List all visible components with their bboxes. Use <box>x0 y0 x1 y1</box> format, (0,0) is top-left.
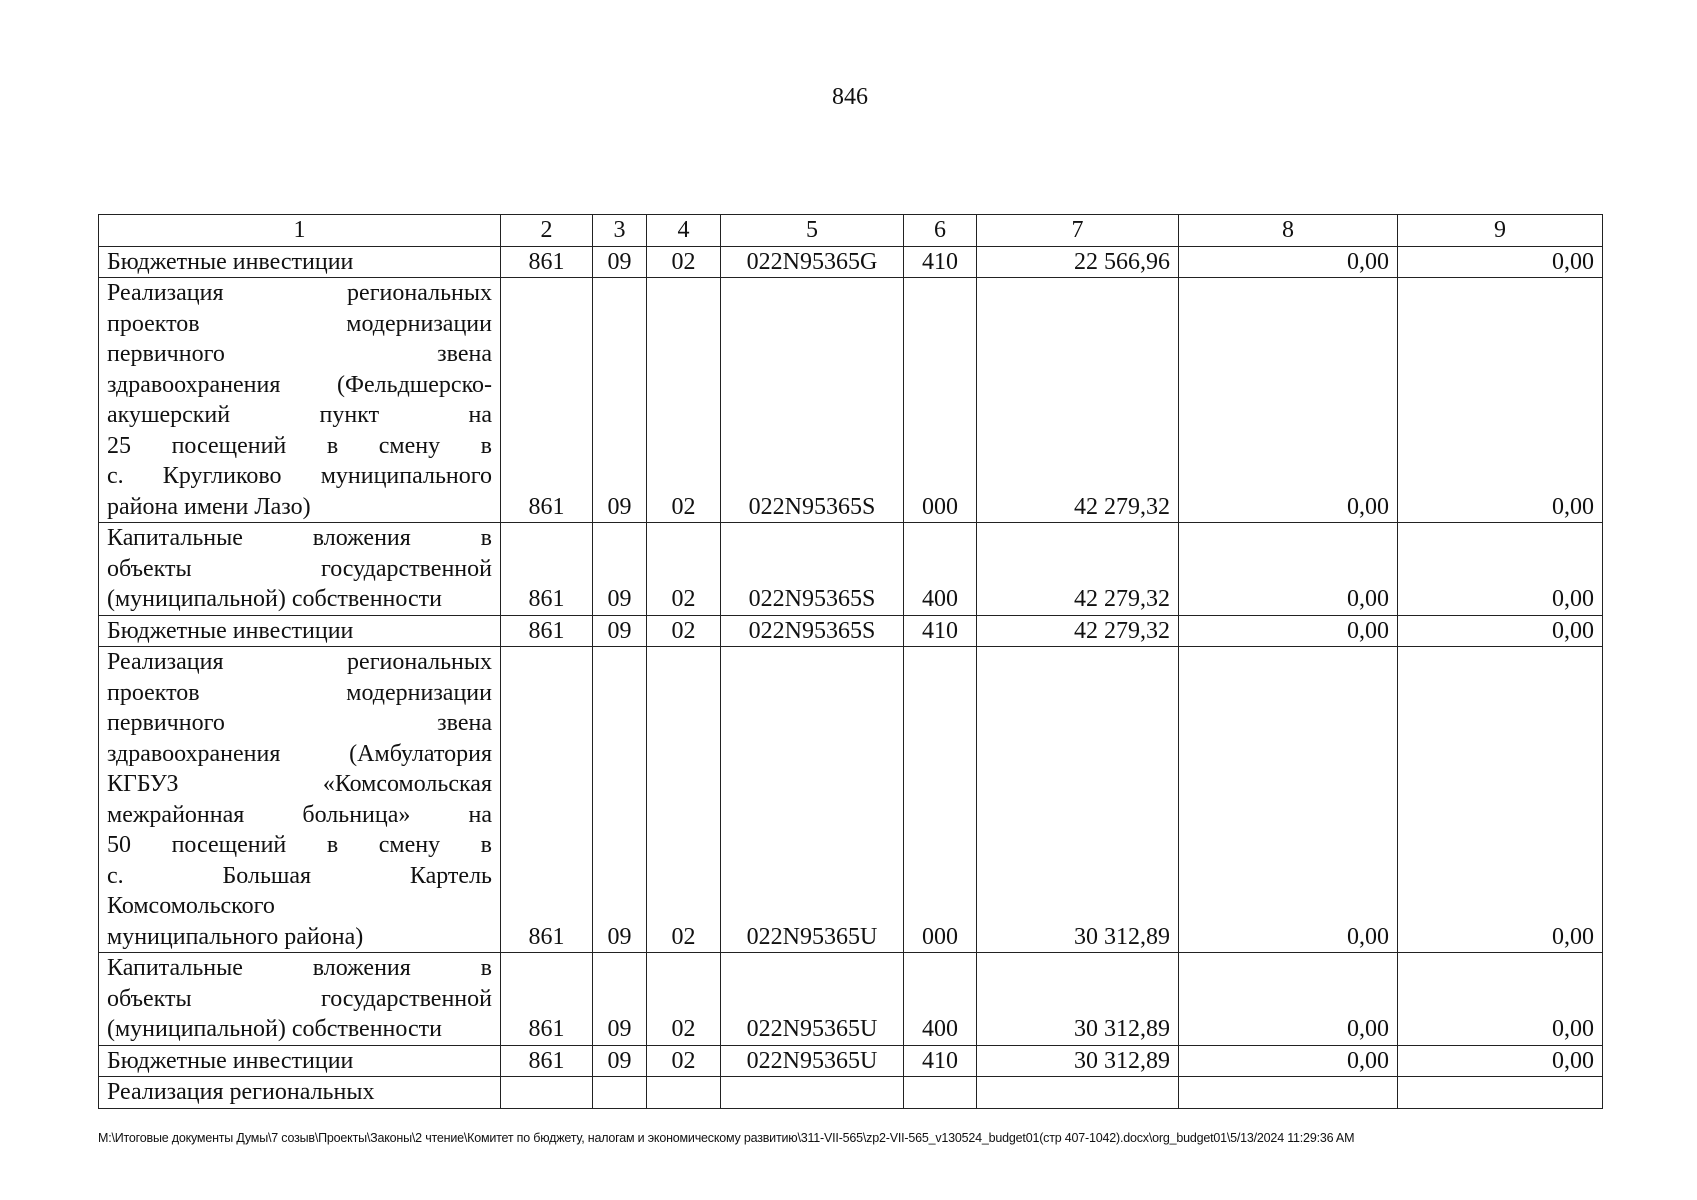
description-line: 25 посещений в смену в <box>107 432 492 459</box>
header-cell: 5 <box>721 215 904 247</box>
table-row <box>99 246 1603 278</box>
header-cell: 3 <box>593 215 647 247</box>
description-line: Бюджетные инвестиции <box>107 1047 354 1074</box>
table-row <box>99 523 1603 616</box>
subsection-code-cell: 02 <box>647 278 721 523</box>
amount-year-1-cell: 42 279,32 <box>977 278 1179 523</box>
table-row <box>99 615 1603 647</box>
description-line: объекты государственной <box>107 985 492 1012</box>
amount-year-2-cell: 0,00 <box>1179 278 1398 523</box>
table-row <box>99 278 1603 523</box>
amount-year-3-cell: 0,00 <box>1398 1045 1603 1077</box>
table-row <box>99 647 1603 953</box>
expense-type-code-cell: 400 <box>904 523 977 616</box>
gr-code-cell: 861 <box>501 278 593 523</box>
description-line: Реализация региональных <box>107 1079 375 1105</box>
amount-year-3-cell <box>1398 1077 1603 1109</box>
description-line: КГБУЗ «Комсомольская <box>107 771 492 797</box>
description-line: проектов модернизации <box>107 310 492 337</box>
description-line: с. Кругликово муниципального <box>107 463 492 489</box>
amount-year-1-cell: 42 279,32 <box>977 615 1179 647</box>
amount-year-2-cell: 0,00 <box>1179 246 1398 278</box>
section-code-cell: 09 <box>593 647 647 953</box>
description-line: здравоохранения (Фельдшерско- <box>107 371 492 398</box>
subsection-code-cell: 02 <box>647 647 721 953</box>
page-number: 846 <box>832 84 868 110</box>
amount-year-1-cell: 30 312,89 <box>977 953 1179 1046</box>
amount-year-1-cell: 22 566,96 <box>977 246 1179 278</box>
description-line: здравоохранения (Амбулатория <box>107 740 492 767</box>
row-description <box>99 246 501 278</box>
budget-table <box>98 214 1603 1109</box>
expense-type-code-cell: 400 <box>904 953 977 1046</box>
amount-year-3-cell: 0,00 <box>1398 953 1603 1046</box>
target-article-code-cell <box>721 1077 904 1109</box>
header-cell: 4 <box>647 215 721 247</box>
target-article-code-cell: 022N95365S <box>721 523 904 616</box>
amount-year-1-cell <box>977 1077 1179 1109</box>
target-article-code-cell: 022N95365S <box>721 615 904 647</box>
row-description <box>99 953 501 1046</box>
gr-code-cell: 861 <box>501 523 593 616</box>
gr-code-cell: 861 <box>501 953 593 1046</box>
footer-file-path: M:\Итоговые документы Думы\7 созыв\Проекты\Законы\2 чтение\Комитет по бюджету, налогам и экономическому развитию\311-VII-565\zp2-VII-565_v130524_budget01(стр 407-1042).docx\org_budget01\5/13/2024 11:29:36 AM <box>98 1131 1355 1145</box>
gr-code-cell: 861 <box>501 615 593 647</box>
section-code-cell: 09 <box>593 615 647 647</box>
amount-year-2-cell: 0,00 <box>1179 1045 1398 1077</box>
row-description <box>99 523 501 616</box>
amount-year-2-cell: 0,00 <box>1179 615 1398 647</box>
description-line: Бюджетные инвестиции <box>107 248 354 275</box>
expense-type-code-cell <box>904 1077 977 1109</box>
description-line: Реализация региональных <box>107 280 492 306</box>
header-cell: 1 <box>99 215 501 247</box>
expense-type-code-cell: 410 <box>904 615 977 647</box>
row-description <box>99 1045 501 1077</box>
amount-year-2-cell <box>1179 1077 1398 1109</box>
amount-year-3-cell: 0,00 <box>1398 647 1603 953</box>
description-line: 50 посещений в смену в <box>107 832 492 858</box>
subsection-code-cell: 02 <box>647 615 721 647</box>
row-description <box>99 1077 501 1109</box>
section-code-cell: 09 <box>593 523 647 616</box>
description-line: Бюджетные инвестиции <box>107 617 354 644</box>
target-article-code-cell: 022N95365U <box>721 953 904 1046</box>
gr-code-cell: 861 <box>501 246 593 278</box>
description-line: объекты государственной <box>107 555 492 582</box>
subsection-code-cell: 02 <box>647 246 721 278</box>
header-cell: 7 <box>977 215 1179 247</box>
gr-code-cell: 861 <box>501 647 593 953</box>
subsection-code-cell: 02 <box>647 523 721 616</box>
amount-year-3-cell: 0,00 <box>1398 615 1603 647</box>
expense-type-code-cell: 000 <box>904 278 977 523</box>
amount-year-2-cell: 0,00 <box>1179 523 1398 616</box>
row-description <box>99 615 501 647</box>
description-line: Комсомольского <box>107 893 275 919</box>
amount-year-1-cell: 30 312,89 <box>977 1045 1179 1077</box>
description-line: (муниципальной) собственности <box>107 586 442 612</box>
description-line: района имени Лазо) <box>107 493 311 520</box>
section-code-cell <box>593 1077 647 1109</box>
section-code-cell: 09 <box>593 246 647 278</box>
expense-type-code-cell: 000 <box>904 647 977 953</box>
description-line: первичного звена <box>107 341 492 367</box>
section-code-cell: 09 <box>593 953 647 1046</box>
header-cell: 8 <box>1179 215 1398 247</box>
amount-year-1-cell: 30 312,89 <box>977 647 1179 953</box>
description-line: Реализация региональных <box>107 649 492 675</box>
amount-year-2-cell: 0,00 <box>1179 953 1398 1046</box>
target-article-code-cell: 022N95365U <box>721 647 904 953</box>
subsection-code-cell: 02 <box>647 953 721 1046</box>
description-line: с. Большая Картель <box>107 862 492 889</box>
target-article-code-cell: 022N95365S <box>721 278 904 523</box>
gr-code-cell <box>501 1077 593 1109</box>
description-line: межрайонная больница» на <box>107 801 492 828</box>
header-cell: 6 <box>904 215 977 247</box>
header-cell: 9 <box>1398 215 1603 247</box>
amount-year-3-cell: 0,00 <box>1398 523 1603 616</box>
row-description <box>99 647 501 953</box>
description-line: муниципального района) <box>107 923 364 950</box>
section-code-cell: 09 <box>593 278 647 523</box>
amount-year-1-cell: 42 279,32 <box>977 523 1179 616</box>
amount-year-3-cell: 0,00 <box>1398 246 1603 278</box>
header-cell: 2 <box>501 215 593 247</box>
description-line: Капитальные вложения в <box>107 955 492 981</box>
target-article-code-cell: 022N95365U <box>721 1045 904 1077</box>
table-header-row <box>99 215 1603 247</box>
description-line: первичного звена <box>107 710 492 736</box>
target-article-code-cell: 022N95365G <box>721 246 904 278</box>
description-line: проектов модернизации <box>107 679 492 706</box>
subsection-code-cell: 02 <box>647 1045 721 1077</box>
amount-year-3-cell: 0,00 <box>1398 278 1603 523</box>
description-line: Капитальные вложения в <box>107 525 492 551</box>
amount-year-2-cell: 0,00 <box>1179 647 1398 953</box>
description-line: (муниципальной) собственности <box>107 1016 442 1042</box>
gr-code-cell: 861 <box>501 1045 593 1077</box>
table-row <box>99 953 1603 1046</box>
description-line: акушерский пункт на <box>107 402 492 428</box>
subsection-code-cell <box>647 1077 721 1109</box>
expense-type-code-cell: 410 <box>904 246 977 278</box>
row-description <box>99 278 501 523</box>
table-row <box>99 1045 1603 1077</box>
expense-type-code-cell: 410 <box>904 1045 977 1077</box>
section-code-cell: 09 <box>593 1045 647 1077</box>
table-row <box>99 1077 1603 1109</box>
